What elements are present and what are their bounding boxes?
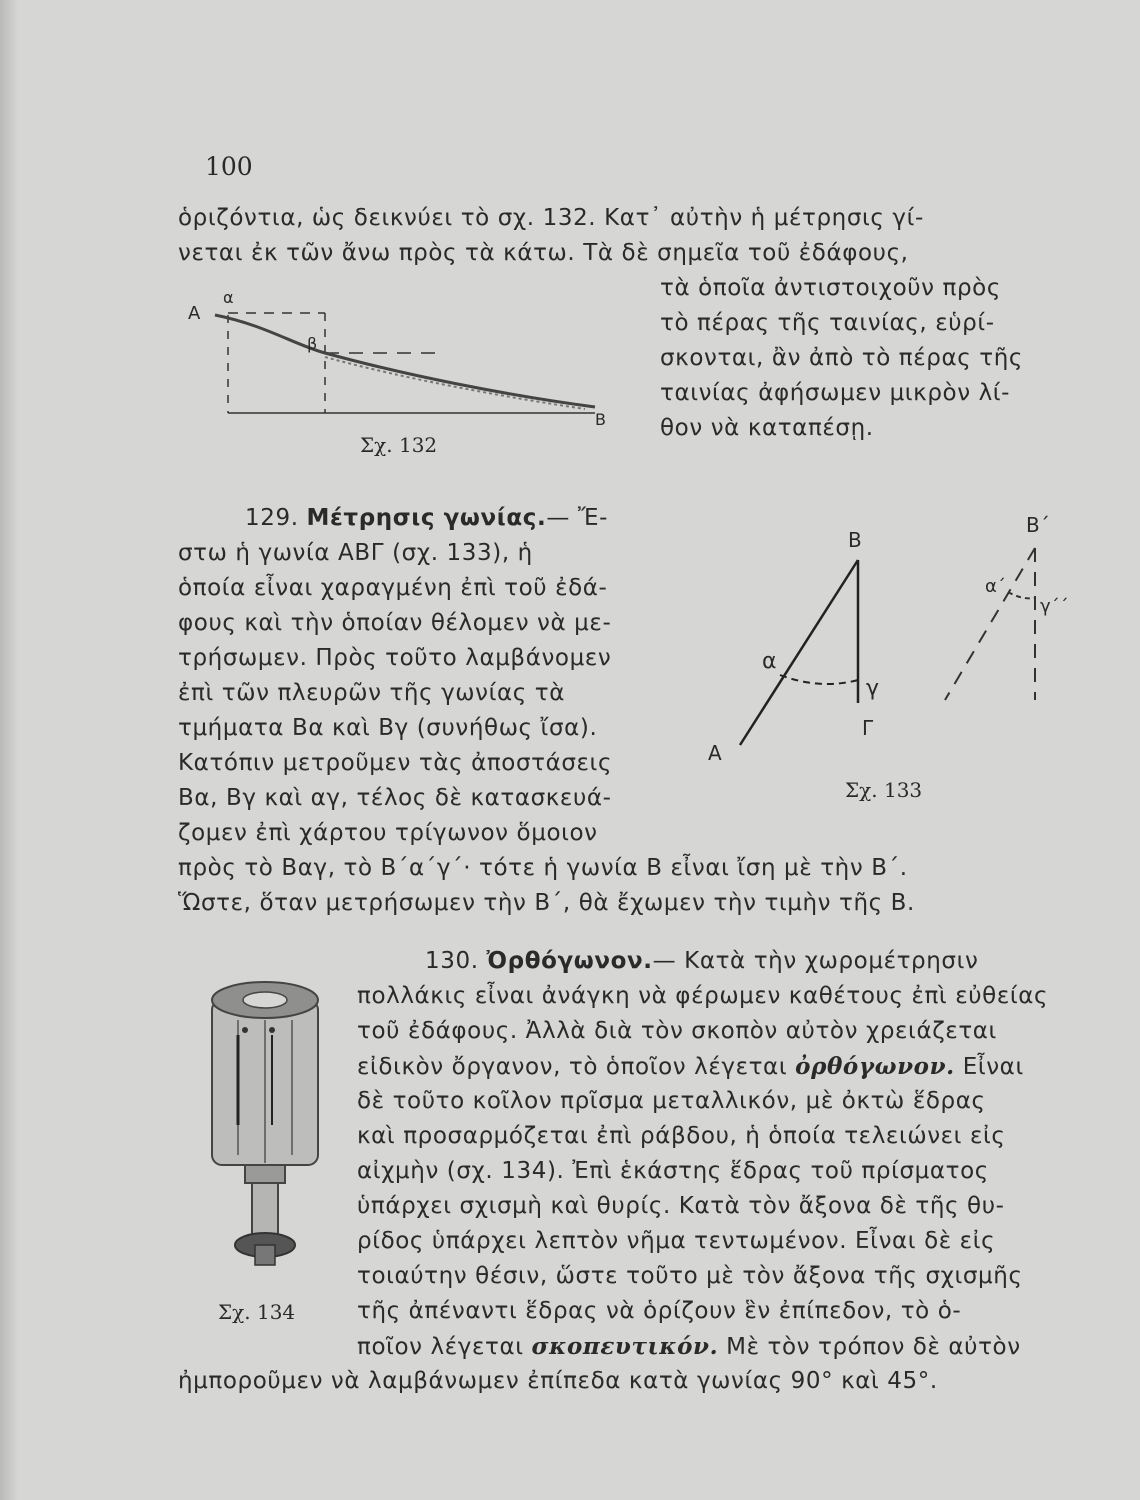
para-130-line-7: αἰχμὴν (σχ. 134). Ἐπὶ ἑκάστης ἕδρας τοῦ πρίσματος [357, 1158, 989, 1184]
figure-132-slope-diagram [185, 285, 625, 435]
para-130-line-12-end: Μὲ τὸν τρόπον δὲ αὐτὸν [726, 1334, 1021, 1360]
fig132-label-a: α [223, 288, 234, 307]
para-130-line-6: καὶ προσαρμόζεται ἐπὶ ράβδου, ἡ ὁποία τελειώνει εἰς [357, 1123, 1006, 1149]
para-129-line-5: τρήσωμεν. Πρὸς τοῦτο λαμβάνομεν [178, 645, 612, 671]
fig134-socket [252, 1183, 278, 1238]
fig132-caption: Σχ. 132 [360, 433, 438, 457]
para-129-number: 129. [245, 505, 299, 531]
para-130-term-orthogonon: ὀρθόγωνον. [795, 1053, 955, 1080]
para-129-line-1-rest: — Ἔ- [546, 505, 609, 531]
fig132-label-b: β [307, 334, 318, 353]
para-128-line-1: ὁριζόντια, ὡς δεικνύει τὸ σχ. 132. Κατ᾽ αὐτὴν ἡ μέτρησις γί- [178, 205, 924, 231]
para-130-line-4-end: Εἶναι [962, 1054, 1024, 1080]
fig134-rivet-2 [269, 1027, 275, 1033]
para-130-line-10: τοιαύτην θέσιν, ὥστε τοῦτο μὲ τὸν ἄξονα τῆς σχισμῆς [357, 1263, 1023, 1289]
fig133-arc-ag [780, 675, 858, 684]
fig134-rivet-1 [242, 1027, 248, 1033]
fig133-caption: Σχ. 133 [845, 778, 923, 802]
para-128-line-2: νεται ἐκ τῶν ἄνω πρὸς τὰ κάτω. Τὰ δὲ σημεῖα τοῦ ἐδάφους, [178, 240, 909, 266]
para-129-line-10: ζομεν ἐπὶ χάρτου τρίγωνον ὅμοιον [178, 820, 598, 846]
para-130-line-4 [357, 1053, 1024, 1080]
para-128-line-3: τὰ ὁποῖα ἀντιστοιχοῦν πρὸς [660, 275, 1001, 301]
para-129-line-4: φους καὶ τὴν ὁποίαν θέλομεν νὰ με- [178, 610, 612, 636]
para-129-line-6: ἐπὶ τῶν πλευρῶν τῆς γωνίας τὰ [178, 680, 565, 706]
para-128-line-7: θον νὰ καταπέσῃ. [660, 415, 874, 441]
para-130-line-4-start: εἰδικὸν ὄργανον, τὸ ὁποῖον λέγεται [357, 1054, 788, 1080]
para-130-line-5: δὲ τοῦτο κοῖλον πρῖσμα μεταλλικόν, μὲ ὀκτὼ ἕδρας [357, 1088, 986, 1114]
para-129-line-8: Κατόπιν μετροῦμεν τὰς ἀποστάσεις [178, 750, 613, 776]
fig133-prime-arc [1008, 592, 1035, 598]
para-129-line-1 [245, 505, 608, 531]
fig134-prism-opening [243, 992, 287, 1008]
fig133-label-B: B [848, 528, 862, 552]
fig133-label-Bp: B΄ [1026, 513, 1050, 537]
fig133-prime-side-2 [945, 548, 1035, 700]
para-128-line-5: σκονται, ἂν ἀπὸ τὸ πέρας τῆς [660, 345, 1023, 371]
fig132-label-A: A [188, 303, 201, 324]
para-129-title: Μέτρησις γωνίας. [306, 505, 547, 531]
para-130-line-12-start: ποῖον λέγεται [357, 1334, 524, 1360]
fig132-ground-profile [215, 315, 595, 407]
fig133-label-g: γ [866, 676, 880, 701]
para-129-line-11: πρὸς τὸ Βαγ, τὸ Β΄α΄γ΄· τότε ἡ γωνία Β εἶναι ἴση μὲ τὴν Β΄. [178, 855, 908, 881]
page-number: 100 [205, 152, 253, 181]
figure-134-orthogonon-instrument [200, 975, 330, 1275]
para-129-line-7: τμήματα Βα καὶ Βγ (συνήθως ἴσα). [178, 715, 598, 741]
para-129-line-12: Ὥστε, ὅταν μετρήσωμεν τὴν Β΄, θὰ ἔχωμεν τὴν τιμὴν τῆς Β. [178, 890, 915, 916]
para-130-line-9: ρίδος ὑπάρχει λεπτὸν νῆμα τεντωμένον. Εἶναι δὲ εἰς [357, 1228, 996, 1254]
fig133-label-ap: α΄ [985, 576, 1006, 597]
para-130-line-3: τοῦ ἐδάφους. Ἀλλὰ διὰ τὸν σκοπὸν αὐτὸν χρειάζεται [357, 1018, 997, 1044]
para-130-line-1 [425, 948, 978, 974]
fig133-label-A: A [708, 741, 722, 765]
page-edge [0, 0, 18, 1500]
para-130-line-11: τῆς ἀπέναντι ἕδρας νὰ ὁρίζουν ἓν ἐπίπεδον, τὸ ὁ- [357, 1298, 962, 1324]
fig133-label-a: α [762, 649, 777, 674]
para-130-term-skopeutikon: σκοπευτικόν. [531, 1333, 719, 1360]
para-130-line-2: πολλάκις εἶναι ἀνάγκη νὰ φέρωμεν καθέτους ἐπὶ εὐθείας [357, 983, 1049, 1009]
para-128-line-6: ταινίας ἀφήσωμεν μικρὸν λί- [660, 380, 1011, 406]
para-130-line-1-rest: — Κατὰ τὴν χωρομέτρησιν [652, 948, 979, 974]
figure-133-angle-diagram [690, 513, 1090, 770]
para-130-number: 130. [425, 948, 479, 974]
fig133-label-Gamma: Γ [862, 716, 874, 740]
para-130-title: Ὀρθόγωνον. [486, 948, 653, 974]
para-128-line-4: τὸ πέρας τῆς ταινίας, εὑρί- [660, 310, 995, 336]
fig132-label-B: B [595, 410, 606, 429]
fig134-caption: Σχ. 134 [218, 1300, 296, 1324]
fig133-side-BA [740, 560, 858, 745]
para-130-line-13: ἠμποροῦμεν νὰ λαμβάνωμεν ἐπίπεδα κατὰ γωνίας 90° καὶ 45°. [178, 1368, 938, 1394]
fig134-collar [245, 1165, 285, 1183]
para-130-line-12 [357, 1333, 1021, 1360]
para-129-line-3: ὁποία εἶναι χαραγμένη ἐπὶ τοῦ ἐδά- [178, 575, 608, 601]
fig134-staff-stub [255, 1245, 275, 1265]
para-129-line-9: Βα, Βγ καὶ αγ, τέλος δὲ κατασκευά- [178, 785, 612, 811]
para-129-line-2: στω ἡ γωνία ΑΒΓ (σχ. 133), ἡ [178, 540, 533, 566]
fig133-label-gp: γ΄΄ [1040, 596, 1069, 617]
para-130-line-8: ὑπάρχει σχισμὴ καὶ θυρίς. Κατὰ τὸν ἄξονα δὲ τῆς θυ- [357, 1193, 1005, 1219]
